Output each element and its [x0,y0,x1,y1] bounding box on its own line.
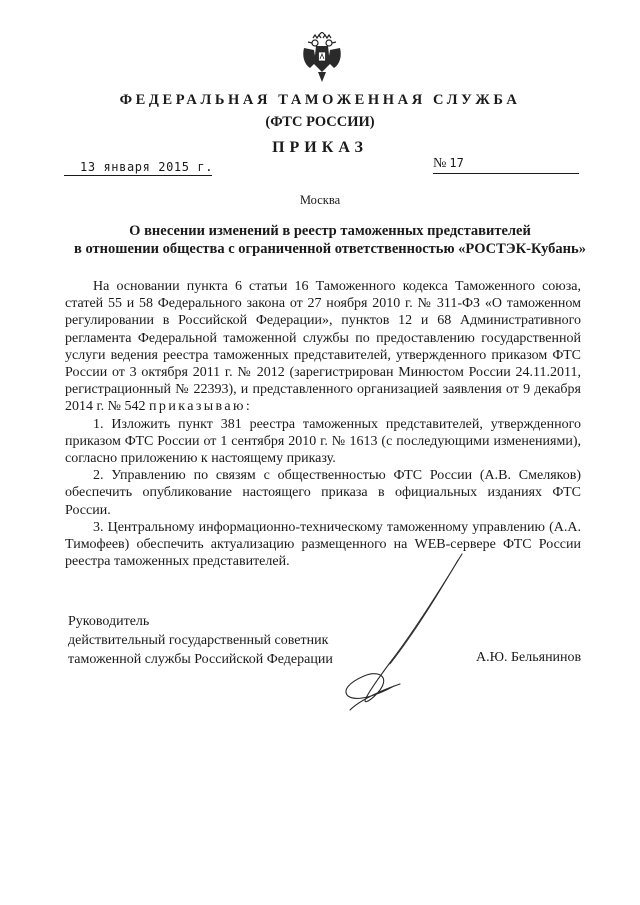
order-word: приказываю: [149,399,253,415]
agency-abbreviation: (ФТС РОССИИ) [265,114,375,130]
document-date: 13 января 2015 г. [64,160,212,176]
signatory-name: А.Ю. Бельянинов [476,650,582,665]
document-number: 17 [449,156,464,170]
agency-name: ФЕДЕРАЛЬНАЯ ТАМОЖЕННАЯ СЛУЖБА [119,92,521,108]
document-number-field [433,156,579,174]
signatory-position [68,612,333,669]
document-title [60,222,600,258]
signatory-line-3: таможенной службы Российской Федерации [68,652,333,667]
preamble-text: На основании пункта 6 статьи 16 Таможенного кодекса Таможенного союза, статей 55 и 58 Федерального закона от 27 ноября 2010 г. № 311-ФЗ «О таможенном регулировании в Российской Федерации», пунктов 12 и 68 Административного регламента Федеральной таможенной службы по предоставлению государственной услуги ведения реестра таможенных представителей, утвержденного приказом ФТС России от 3 октября 2011 г. № 2012 (зарегистрирован Минюстом России 24.11.2011, регистрационный № 22393), и представленного организацией заявления от 9 декабря 2014 г. № 542 [65,279,581,415]
signatory-line-2: действительный государственный советник [68,633,329,648]
city: Москва [299,193,341,207]
signatory-line-1: Руководитель [68,614,150,629]
order-item-2: 2. Управлению по связям с общественностью ФТС России (А.В. Смеляков) обеспечить опубликование настоящего приказа в официальных изданиях ФТС России. [65,468,581,518]
order-item-3: 3. Центральному информационно-техническому таможенному управлению (А.А. Тимофеев) обеспечить актуализацию размещенного на WEB-сервере ФТС России реестра таможенных представителей. [65,519,581,570]
double-headed-eagle-emblem-icon [300,32,344,84]
handwritten-signature-icon [320,550,480,730]
title-line-1: О внесении изменений в реестр таможенных представителей [129,223,531,239]
order-item-1: 1. Изложить пункт 381 реестра таможенных представителей, утвержденного приказом ФТС России от 1 сентября 2010 г. № 1613 (с последующими изменениями), согласно приложению к настоящему приказу. [65,416,581,467]
preamble-paragraph [65,278,581,416]
document-type: ПРИКАЗ [272,139,368,156]
title-line-2: в отношении общества с ограниченной ответственностью «РОСТЭК-Кубань» [74,241,586,257]
number-label: № [433,156,447,171]
document-body [65,278,581,570]
